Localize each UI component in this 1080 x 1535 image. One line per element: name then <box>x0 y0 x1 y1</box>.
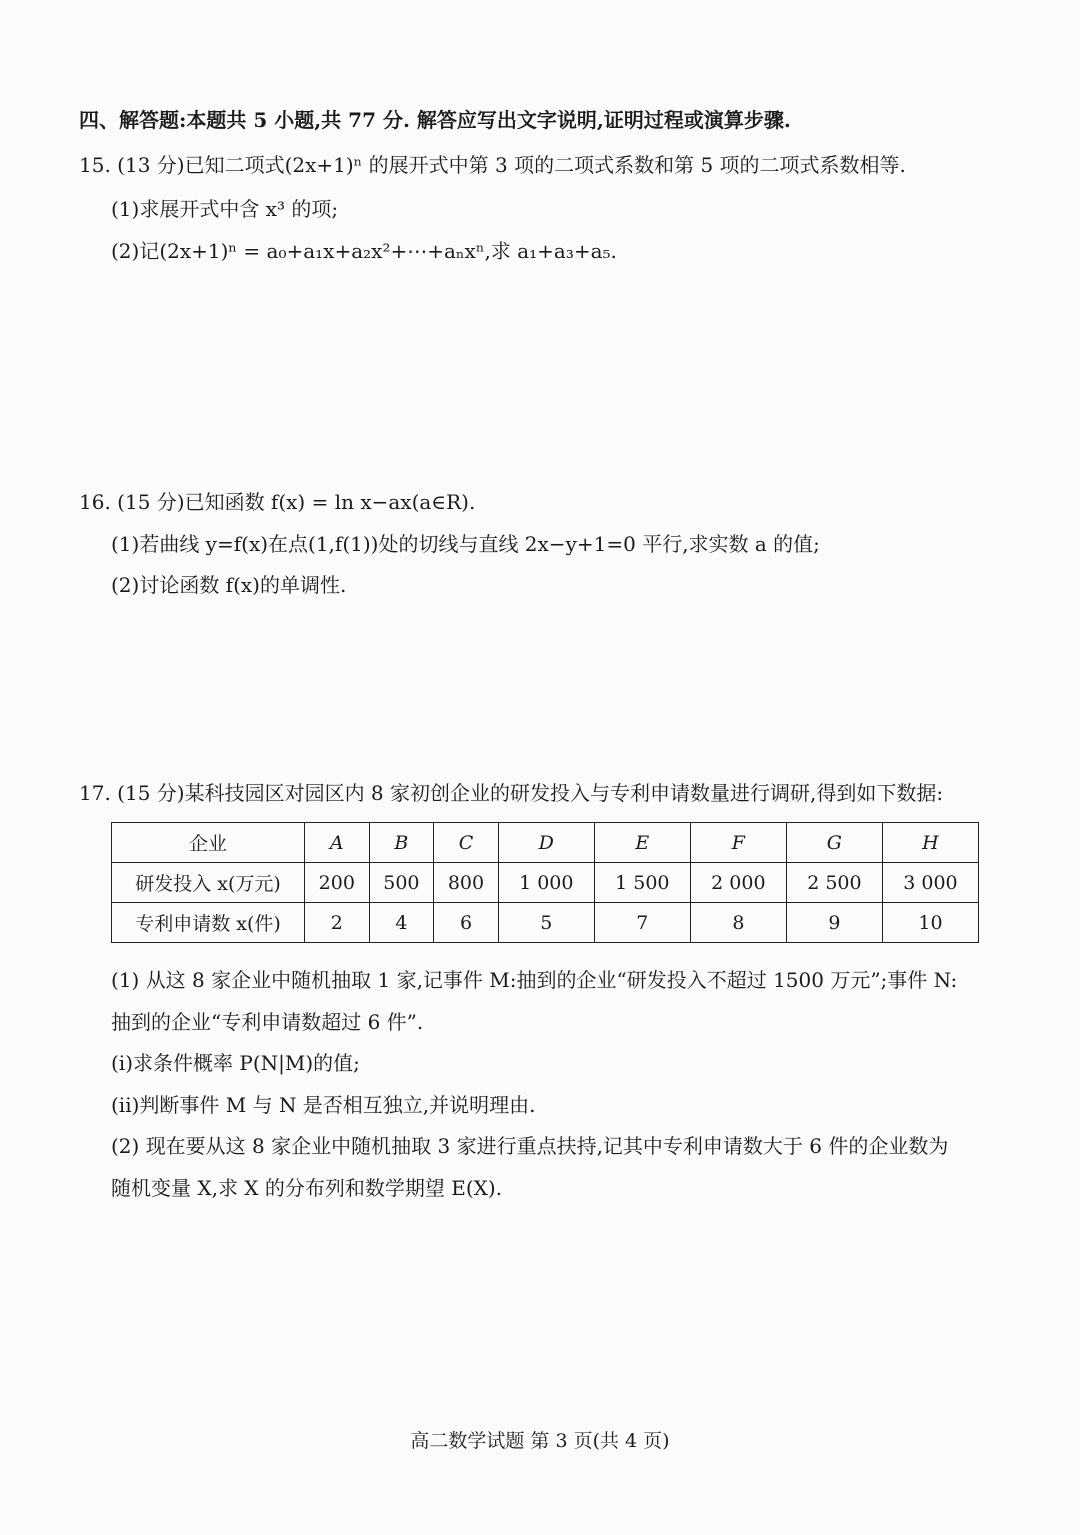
table-cell: 2 500 <box>786 863 882 903</box>
q15-part1: (1)求展开式中含 x³ 的项; <box>111 197 339 221</box>
q17-part1-line2: 抽到的企业“专利申请数超过 6 件”. <box>111 1010 424 1034</box>
section-heading: 四、解答题:本题共 5 小题,共 77 分. 解答应写出文字说明,证明过程或演算步骤. <box>79 108 791 132</box>
q17-part1-ii: (ii)判断事件 M 与 N 是否相互独立,并说明理由. <box>111 1093 536 1117</box>
table-cell: D <box>498 823 594 863</box>
table-row-rd-investment <box>112 863 979 903</box>
table-row-label: 专利申请数 x(件) <box>112 903 305 943</box>
table-cell: 500 <box>369 863 434 903</box>
q16-part1: (1)若曲线 y=f(x)在点(1,f(1))处的切线与直线 2x−y+1=0 平行,求实数 a 的值; <box>111 532 820 556</box>
q16-stem: 16. (15 分)已知函数 f(x) = ln x−ax(a∈R). <box>79 490 476 514</box>
table-cell: 6 <box>434 903 499 943</box>
table-cell: 200 <box>305 863 370 903</box>
table-header-row <box>112 823 979 863</box>
table-cell: C <box>434 823 499 863</box>
table-cell: B <box>369 823 434 863</box>
table-row-patents <box>112 903 979 943</box>
table-row-label: 研发投入 x(万元) <box>112 863 305 903</box>
table-cell: 2 <box>305 903 370 943</box>
table-cell: 8 <box>690 903 786 943</box>
q15-part2: (2)记(2x+1)ⁿ = a₀+a₁x+a₂x²+⋯+aₙxⁿ,求 a₁+a₃+a₅. <box>111 239 617 263</box>
table-cell: H <box>882 823 978 863</box>
q17-stem: 17. (15 分)某科技园区对园区内 8 家初创企业的研发投入与专利申请数量进行调研,得到如下数据: <box>79 781 944 805</box>
table-cell: 9 <box>786 903 882 943</box>
q16-part2: (2)讨论函数 f(x)的单调性. <box>111 573 347 597</box>
table-cell: G <box>786 823 882 863</box>
table-cell: E <box>594 823 690 863</box>
table-cell: 4 <box>369 903 434 943</box>
table-cell: F <box>690 823 786 863</box>
table-cell: 1 500 <box>594 863 690 903</box>
q17-part2-line1: (2) 现在要从这 8 家企业中随机抽取 3 家进行重点扶持,记其中专利申请数大于 6 件的企业数为 <box>111 1134 949 1158</box>
table-cell: 1 000 <box>498 863 594 903</box>
table-cell: 5 <box>498 903 594 943</box>
q15-stem: 15. (13 分)已知二项式(2x+1)ⁿ 的展开式中第 3 项的二项式系数和第 5 项的二项式系数相等. <box>79 153 906 177</box>
table-header-label: 企业 <box>112 823 305 863</box>
q17-part2-line2: 随机变量 X,求 X 的分布列和数学期望 E(X). <box>111 1176 503 1200</box>
table-cell: A <box>305 823 370 863</box>
table-cell: 800 <box>434 863 499 903</box>
table-cell: 7 <box>594 903 690 943</box>
q17-part1-i: (i)求条件概率 P(N|M)的值; <box>111 1051 360 1075</box>
table-cell: 3 000 <box>882 863 978 903</box>
table-cell: 10 <box>882 903 978 943</box>
page-footer: 高二数学试题 第 3 页(共 4 页) <box>410 1430 670 1452</box>
table-cell: 2 000 <box>690 863 786 903</box>
q17-part1-line1: (1) 从这 8 家企业中随机抽取 1 家,记事件 M:抽到的企业“研发投入不超过 1500 万元”;事件 N: <box>111 968 958 992</box>
data-table <box>111 822 979 943</box>
